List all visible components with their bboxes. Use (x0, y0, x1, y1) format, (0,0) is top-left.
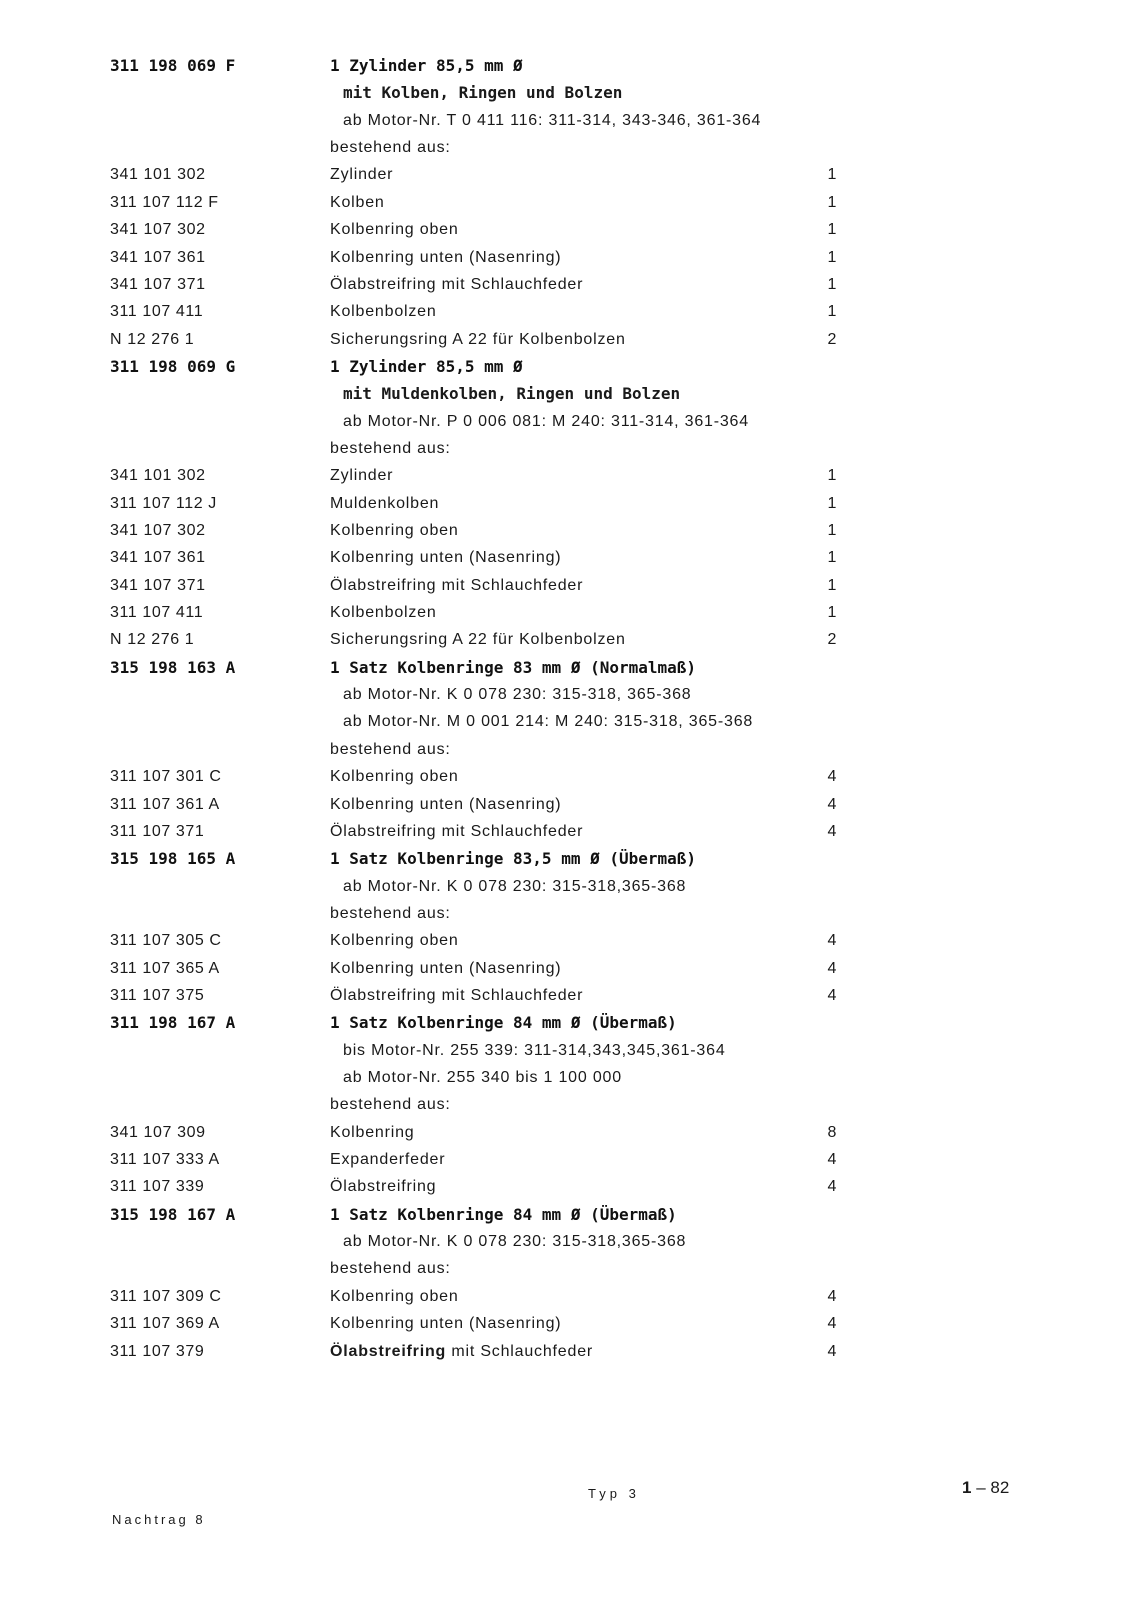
part-number: 311 107 339 (110, 1178, 205, 1196)
part-item-row (0, 490, 1133, 518)
part-description: 1 Satz Kolbenringe 84 mm Ø (Übermaß) (330, 1013, 677, 1033)
part-number: 311 107 301 C (110, 768, 222, 786)
assembly-header-row (0, 1009, 1133, 1037)
consists-of-row (0, 900, 1133, 928)
part-quantity: 1 (827, 193, 837, 211)
part-quantity: 4 (827, 986, 837, 1004)
part-number: 311 107 411 (110, 303, 204, 321)
footer-page-number (962, 1478, 1009, 1498)
part-description: Zylinder (330, 467, 394, 485)
part-number: N 12 276 1 (110, 330, 195, 348)
part-description: Sicherungsring A 22 für Kolbenbolzen (330, 330, 626, 348)
assembly-header-row (0, 52, 1133, 80)
part-number: 341 107 361 (110, 549, 206, 567)
part-number: 341 107 371 (110, 576, 206, 594)
part-item-row (0, 517, 1133, 545)
part-description: bestehend aus: (330, 1096, 451, 1114)
part-number: 311 107 112 J (110, 494, 217, 512)
page-number: 82 (990, 1478, 1010, 1497)
engine-number-note-row (0, 873, 1133, 901)
part-number: 315 198 165 A (110, 849, 236, 869)
footer-supplement: Nachtrag 8 (112, 1512, 206, 1527)
part-number: 341 107 309 (110, 1123, 206, 1141)
part-description: bestehend aus: (330, 904, 451, 922)
part-item-row (0, 1146, 1133, 1174)
consists-of-row (0, 1091, 1133, 1119)
engine-number-note-row (0, 107, 1133, 135)
assembly-header-row (0, 654, 1133, 682)
part-number: 311 107 365 A (110, 959, 220, 977)
part-item-row (0, 244, 1133, 272)
part-quantity: 4 (827, 1151, 837, 1168)
part-description: Sicherungsring A 22 für Kolbenbolzen (330, 631, 626, 649)
part-description: Kolbenring unten (Nasenring) (330, 959, 562, 977)
part-description: bestehend aus: (330, 439, 451, 457)
part-description: Ölabstreifring mit Schlauchfeder (330, 986, 584, 1004)
part-item-row (0, 599, 1133, 627)
part-description: ab Motor-Nr. M 0 001 214: M 240: 315-318, 365-368 (343, 713, 754, 731)
part-number: 311 107 333 A (110, 1151, 220, 1168)
part-item-row (0, 161, 1133, 189)
part-number: 311 107 375 (110, 986, 205, 1004)
part-number: 311 107 309 C (110, 1287, 222, 1305)
part-description: mit Kolben, Ringen und Bolzen (343, 83, 623, 103)
part-number: N 12 276 1 (110, 631, 195, 649)
part-description: Kolbenring oben (330, 221, 459, 239)
part-number: 311 198 069 F (110, 56, 236, 75)
part-item-row (0, 791, 1133, 819)
part-quantity: 1 (827, 494, 837, 512)
part-description: Kolbenring oben (330, 522, 459, 539)
page-section: 1 (962, 1478, 972, 1497)
part-quantity: 1 (827, 522, 837, 539)
part-number: 311 107 305 C (110, 932, 222, 950)
part-number: 311 107 112 F (110, 193, 219, 211)
part-item-row (0, 955, 1133, 983)
part-description: Kolbenbolzen (330, 604, 437, 621)
part-item-row (0, 1283, 1133, 1311)
part-description: Kolbenring oben (330, 932, 459, 950)
part-quantity: 4 (827, 1287, 837, 1305)
part-description: bestehend aus: (330, 1260, 451, 1278)
part-quantity: 4 (827, 1315, 837, 1333)
part-number: 311 107 371 (110, 822, 205, 840)
part-description: 1 Satz Kolbenringe 84 mm Ø (Übermaß) (330, 1204, 677, 1224)
part-description: 1 Zylinder 85,5 mm Ø (330, 356, 523, 376)
part-item-row (0, 818, 1133, 846)
part-item-row (0, 572, 1133, 600)
part-quantity: 1 (827, 248, 837, 266)
part-description: Ölabstreifring mit Schlauchfeder (330, 275, 584, 293)
part-item-row (0, 298, 1133, 326)
part-item-row (0, 1119, 1133, 1147)
part-description: ab Motor-Nr. K 0 078 230: 315-318,365-368 (343, 1233, 687, 1250)
part-description: Muldenkolben (330, 494, 440, 512)
part-description: Kolbenring unten (Nasenring) (330, 549, 562, 567)
footer-type-label: Typ 3 (588, 1486, 640, 1501)
part-item-row (0, 544, 1133, 572)
part-description (330, 1338, 593, 1366)
part-item-row (0, 1338, 1133, 1366)
part-description: Kolbenring unten (Nasenring) (330, 248, 562, 266)
part-quantity: 8 (827, 1123, 837, 1141)
part-description: Zylinder (330, 166, 394, 184)
part-description: 1 Zylinder 85,5 mm Ø (330, 56, 523, 75)
engine-number-note-row (0, 708, 1133, 736)
engine-number-note-row (0, 408, 1133, 436)
part-number: 311 107 361 A (110, 795, 220, 813)
part-item-row (0, 216, 1133, 244)
part-description: bestehend aus: (330, 139, 451, 157)
part-number: 311 107 369 A (110, 1315, 220, 1333)
part-quantity: 4 (827, 1178, 837, 1196)
part-quantity: 4 (827, 959, 837, 977)
part-description: Kolbenring unten (Nasenring) (330, 795, 562, 813)
part-number: 311 198 167 A (110, 1013, 236, 1033)
engine-number-note-row (0, 1228, 1133, 1256)
consists-of-row (0, 1255, 1133, 1283)
part-quantity: 4 (827, 768, 837, 786)
engine-number-note-row (0, 681, 1133, 709)
part-quantity: 4 (827, 795, 837, 813)
part-description: ab Motor-Nr. T 0 411 116: 311-314, 343-346, 361-364 (343, 111, 762, 129)
part-item-row (0, 189, 1133, 217)
page-separator: – (976, 1478, 986, 1497)
part-quantity: 1 (827, 221, 837, 239)
part-number: 341 107 371 (110, 275, 206, 293)
part-description: ab Motor-Nr. 255 340 bis 1 100 000 (343, 1069, 622, 1086)
part-description: ab Motor-Nr. K 0 078 230: 315-318, 365-368 (343, 686, 692, 704)
part-description: bis Motor-Nr. 255 339: 311-314,343,345,361-364 (343, 1041, 726, 1059)
part-number: 341 101 302 (110, 166, 206, 184)
part-quantity: 4 (827, 932, 837, 950)
part-description: mit Muldenkolben, Ringen und Bolzen (343, 384, 681, 404)
part-number: 341 101 302 (110, 467, 206, 485)
part-quantity: 1 (827, 303, 837, 321)
part-number: 341 107 302 (110, 522, 206, 539)
part-description: bestehend aus: (330, 740, 451, 758)
part-number: 311 107 411 (110, 604, 204, 621)
assembly-subtitle-row (0, 380, 1133, 408)
part-item-row (0, 763, 1133, 791)
part-description: ab Motor-Nr. P 0 006 081: M 240: 311-314, 361-364 (343, 412, 749, 430)
part-description: Kolbenring oben (330, 768, 459, 786)
assembly-header-row (0, 353, 1133, 381)
part-number: 315 198 163 A (110, 657, 236, 677)
part-number: 341 107 302 (110, 221, 206, 239)
part-description: 1 Satz Kolbenringe 83,5 mm Ø (Übermaß) (330, 849, 697, 869)
part-description: Kolbenring (330, 1123, 415, 1141)
part-description: Ölabstreifring mit Schlauchfeder (330, 576, 584, 594)
part-quantity: 1 (827, 604, 837, 621)
part-description-rest: mit Schlauchfeder (451, 1342, 594, 1360)
part-quantity: 1 (827, 166, 837, 184)
part-description: Kolbenbolzen (330, 303, 437, 321)
part-description: Ölabstreifring mit Schlauchfeder (330, 822, 584, 840)
part-quantity: 4 (827, 822, 837, 840)
part-description: 1 Satz Kolbenringe 83 mm Ø (Normalmaß) (330, 657, 697, 677)
part-number: 311 198 069 G (110, 356, 236, 376)
part-description-bold: Ölabstreifring (330, 1342, 447, 1360)
part-quantity: 1 (827, 549, 837, 567)
part-description: Ölabstreifring (330, 1178, 437, 1196)
part-item-row (0, 1310, 1133, 1338)
engine-number-note-row (0, 1064, 1133, 1092)
part-quantity: 1 (827, 275, 837, 293)
part-quantity: 4 (827, 1342, 837, 1360)
part-item-row (0, 927, 1133, 955)
part-quantity: 2 (827, 631, 837, 649)
part-description: Kolbenring unten (Nasenring) (330, 1315, 562, 1333)
part-item-row (0, 462, 1133, 490)
part-description: Kolben (330, 193, 385, 211)
part-number: 311 107 379 (110, 1342, 205, 1360)
assembly-header-row (0, 845, 1133, 873)
assembly-header-row (0, 1201, 1133, 1229)
part-item-row (0, 271, 1133, 299)
part-number: 315 198 167 A (110, 1204, 236, 1224)
part-item-row (0, 982, 1133, 1010)
consists-of-row (0, 736, 1133, 764)
part-number: 341 107 361 (110, 248, 206, 266)
assembly-subtitle-row (0, 79, 1133, 107)
part-description: ab Motor-Nr. K 0 078 230: 315-318,365-368 (343, 877, 687, 895)
consists-of-row (0, 134, 1133, 162)
part-description: Kolbenring oben (330, 1287, 459, 1305)
part-item-row (0, 326, 1133, 354)
consists-of-row (0, 435, 1133, 463)
engine-number-note-row (0, 1037, 1133, 1065)
part-description: Expanderfeder (330, 1151, 446, 1168)
part-quantity: 1 (827, 467, 837, 485)
part-quantity: 1 (827, 576, 837, 594)
part-quantity: 2 (827, 330, 837, 348)
part-item-row (0, 626, 1133, 654)
part-item-row (0, 1173, 1133, 1201)
